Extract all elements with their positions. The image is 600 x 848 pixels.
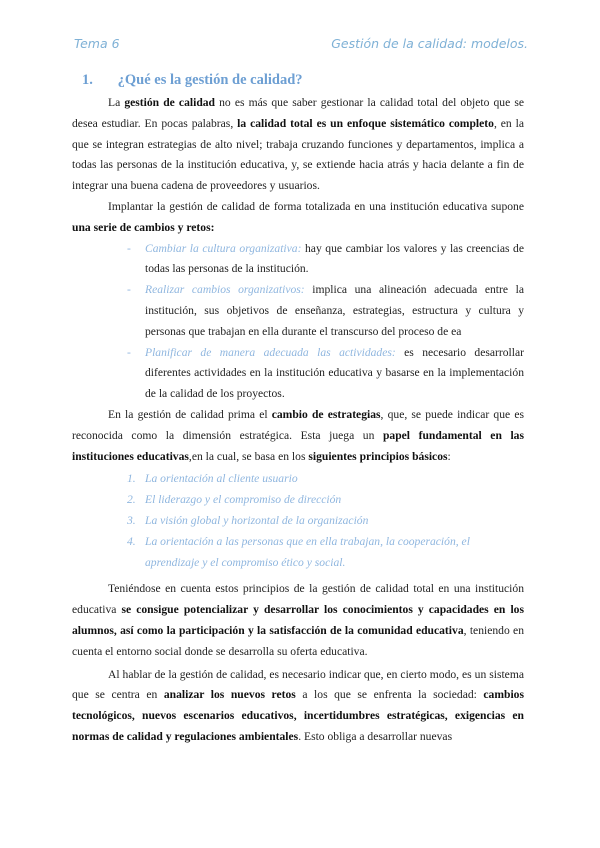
- section-heading: [82, 72, 303, 89]
- list-item: - Planificar de manera adecuada las actividades: es necesario desarrollar diferentes actividades en la institución educativa y basarse en la implementación de la calidad de los proyectos.: [127, 345, 524, 401]
- header-title: Gestión de la calidad: modelos.: [331, 36, 528, 51]
- document-body: [72, 93, 524, 748]
- changes-list: [72, 239, 524, 405]
- list-item: 3. La visión global y horizontal de la organización: [127, 513, 369, 527]
- paragraph-principles-outcome: Teniéndose en cuenta estos principios de la gestión de calidad total en una institución educativa se consigue potencializar y desarrollar los conocimientos y capacidades en los alumnos, así como la participación y la satisfacción de la comunidad educativa, teniendo en cuenta el entorno social donde se desarrolla su oferta educativa.: [72, 582, 525, 658]
- page-header: [74, 36, 528, 51]
- paragraph-definition: La gestión de calidad no es más que saber gestionar la calidad total del objeto que se desea estudiar. En pocas palabras, la calidad total es un enfoque sistemático completo, en la que se integran estrategias de alto nivel; trabaja cruzando funciones y departamentos, implica a todas las personas de la institución educativa, y, se extiende hacia atrás y hacia delante a fin de integrar una buena cadena de proveedores y usuarios.: [72, 96, 525, 193]
- header-topic: Tema 6: [74, 36, 120, 51]
- list-item: - Realizar cambios organizativos: implica una alineación adecuada entre la institución, sus objetivos de enseñanza, estrategias, estructura y cultura y personas que trabajan en ella durante el transcurso del proceso de ea: [127, 283, 524, 338]
- list-item: 4. La orientación a las personas que en ella trabajan, la cooperación, el aprendizaje y el compromiso ético y social.: [127, 534, 470, 569]
- list-item: 1. La orientación al cliente usuario: [127, 472, 298, 486]
- section-title: ¿Qué es la gestión de calidad?: [117, 72, 303, 88]
- list-item: - Cambiar la cultura organizativa: hay que cambiar los valores y las creencias de todas las personas de la institución.: [127, 241, 524, 276]
- paragraph-changes-intro: Implantar la gestión de calidad de forma totalizada en una institución educativa supone una serie de cambios y retos:: [72, 199, 524, 234]
- list-item: 2. El liderazgo y el compromiso de dirección: [127, 493, 342, 507]
- paragraph-strategy: En la gestión de calidad prima el cambio de estrategias, que, se puede indicar que es reconocida como la dimensión estratégica. Esta juega un papel fundamental en las instituciones educativas,en la cual, se basa en los siguientes principios básicos:: [72, 407, 524, 463]
- principles-list: [72, 469, 524, 573]
- paragraph-new-challenges: Al hablar de la gestión de calidad, es necesario indicar que, en cierto modo, es un sistema que se centra en analizar los nuevos retos a los que se enfrenta la sociedad: cambios tecnológicos, nuevos escenarios educativos, incertidumbres estratégicas, exigencias en normas de calidad y regulaciones ambientales. Esto obliga a desarrollar nuevas: [72, 667, 524, 743]
- section-number: 1.: [82, 72, 93, 88]
